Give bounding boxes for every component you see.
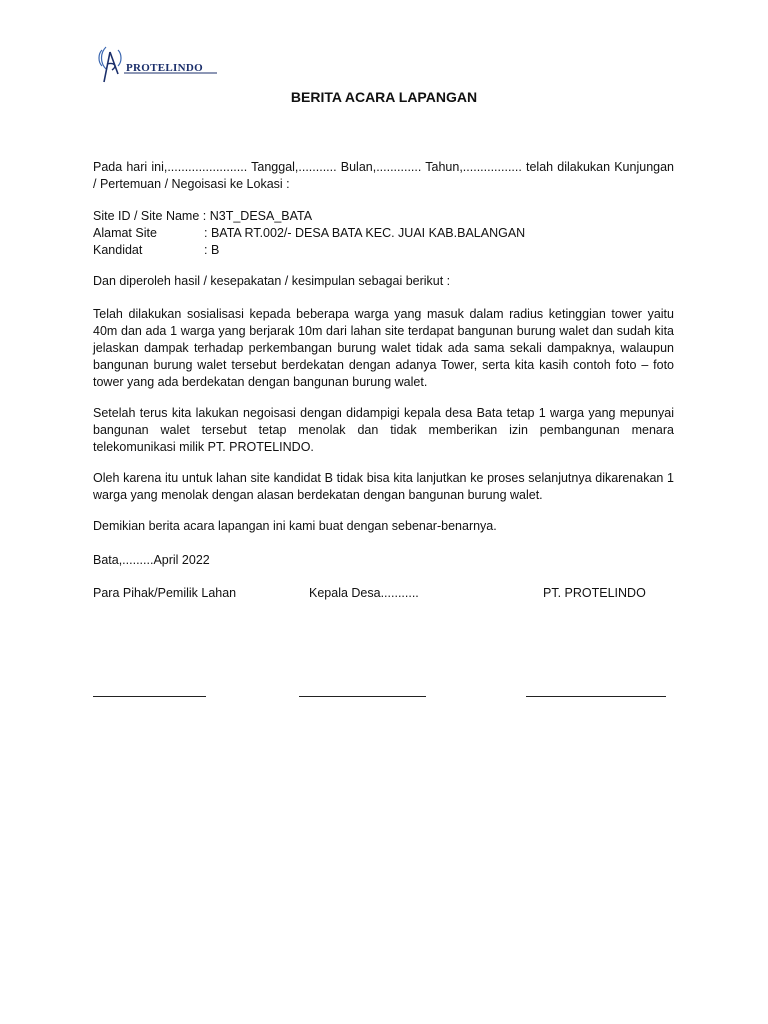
candidate-value: : B — [204, 243, 220, 257]
signature-line-company — [526, 696, 666, 697]
signature-label-landowner: Para Pihak/Pemilik Lahan — [93, 586, 237, 600]
site-id-label: Site ID / Site Name — [93, 209, 200, 223]
site-address-label: Alamat Site — [93, 226, 157, 240]
signature-line-landowner — [93, 696, 206, 697]
company-logo — [96, 44, 220, 86]
site-address-value: : BATA RT.002/- DESA BATA KEC. JUAI KAB.BALANGAN — [204, 226, 526, 240]
document-title: BERITA ACARA LAPANGAN — [290, 89, 478, 105]
site-address-row — [93, 225, 674, 242]
closing-statement: Demikian berita acara lapangan ini kami buat dengan sebenar-benarnya. — [93, 519, 497, 533]
paragraph-negotiation: Setelah terus kita lakukan negoisasi dengan didampigi kepala desa Bata tetap 1 warga yang mepunyai bangunan walet tersebut tetap menolak dan tidak memberikan izin pembangunan menara telekomunikasi milik PT. PROTELINDO. — [93, 406, 674, 454]
signature-label-village-head: Kepala Desa........... — [309, 586, 419, 600]
site-info-block — [93, 208, 674, 259]
signature-line-village-head — [299, 696, 426, 697]
paragraph-socialization: Telah dilakukan sosialisasi kepada beberapa warga yang masuk dalam radius ketinggian tower yaitu 40m dan ada 1 warga yang berjarak 10m dari lahan site terdapat bangunan burung walet dan sudah kita jelaskan dampak terhadap perkembangan burung walet tidak ada sama sekali dampaknya, walaupun bangunan burung walet tersebut berdekatan dengan adanya Tower, serta kita kasih contoh foto – foto tower yang ada berdekatan dengan bangunan burung walet. — [93, 307, 674, 389]
site-id-row — [93, 208, 674, 225]
paragraph-conclusion: Oleh karena itu untuk lahan site kandidat B tidak bisa kita lanjutkan ke proses selanjutnya dikarenakan 1 warga yang menolak dengan alasan berdekatan dengan bangunan burung walet. — [93, 471, 674, 502]
candidate-label: Kandidat — [93, 243, 143, 257]
site-id-value: : N3T_DESA_BATA — [202, 209, 313, 223]
intro-paragraph: Pada hari ini,....................... Tanggal,........... Bulan,............. Tahun,................. telah dilakukan Kunjungan / Pertemuan / Negoisasi ke Lokasi : — [93, 160, 674, 191]
result-intro: Dan diperoleh hasil / kesepakatan / kesimpulan sebagai berikut : — [93, 274, 451, 288]
logo-wordmark: PROTELINDO — [126, 62, 203, 74]
candidate-row — [93, 242, 674, 259]
place-date: Bata,.........April 2022 — [93, 553, 210, 567]
signature-label-company: PT. PROTELINDO — [543, 586, 646, 600]
